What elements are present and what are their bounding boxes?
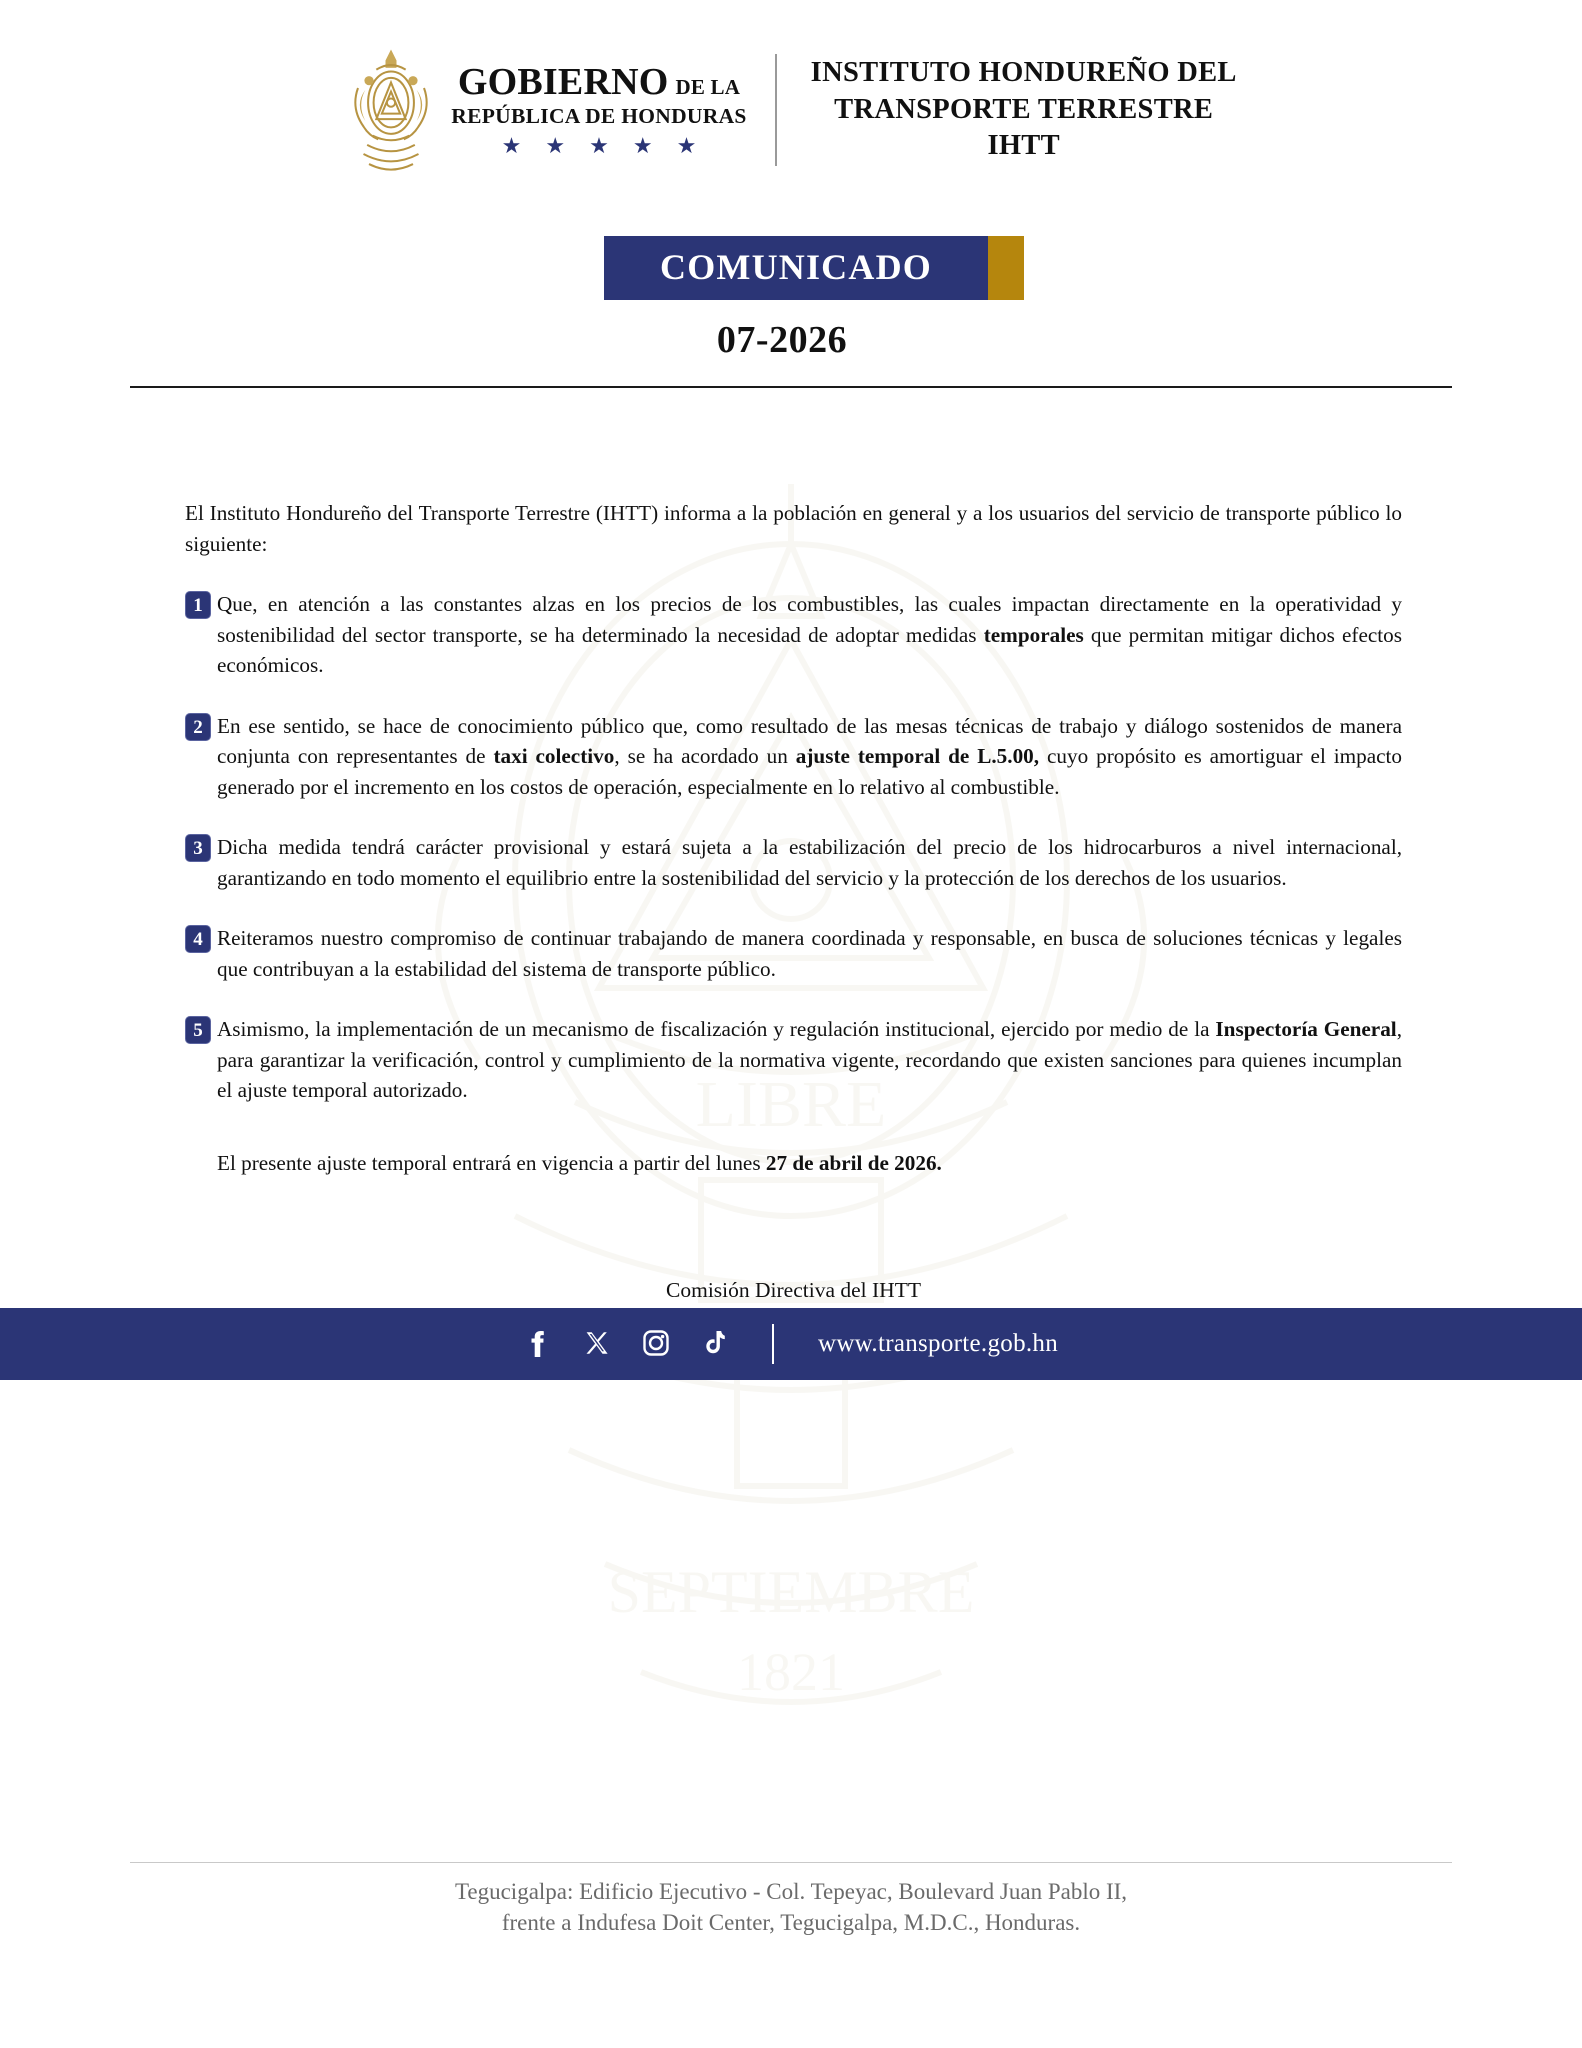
five-stars-icon: ★ ★ ★ ★ ★ bbox=[501, 133, 697, 158]
item-number-badge: 5 bbox=[185, 1016, 211, 1044]
banner-gold-accent bbox=[988, 236, 1024, 300]
item-text: Dicha medida tendrá carácter provisional y estará sujeta a la estabilización del precio de los hidrocarburos a nivel internacional, garantizando en todo momento el equilibrio entre la sostenibilidad del servicio y la protección de los derechos de los usuarios. bbox=[217, 835, 1402, 890]
government-wordmark bbox=[451, 63, 746, 157]
item-number-badge: 1 bbox=[185, 591, 211, 619]
numbered-item bbox=[185, 923, 1402, 984]
website-url: www.transporte.gob.hn bbox=[817, 1330, 1059, 1358]
item-text: En ese sentido, se hace de conocimiento público que, como resultado de las mesas técnicas de trabajo y diálogo sostenidos de manera conjunta con representantes de taxi colectivo, se ha acordado un ajuste temporal de L.5.00, cuyo propósito es amortiguar el impacto generado por el incremento en los costos de operación, especialmente en lo relativo al combustible. bbox=[217, 713, 1403, 799]
item-text: Que, en atención a las constantes alzas en los precios de los combustibles, las cuales impactan directamente en la operatividad y sostenibilidad del sector transporte, se ha determinado la necesidad de adoptar medidas temporales que permitan mitigar dichos efectos económicos. bbox=[217, 592, 1402, 678]
comunicado-number: 07-2026 bbox=[716, 319, 848, 361]
gob-word-gobierno: GOBIERNO bbox=[457, 61, 669, 103]
institute-line-1: INSTITUTO HONDUREÑO DEL bbox=[810, 57, 1237, 89]
institute-line-2: TRANSPORTE TERRESTRE bbox=[834, 93, 1214, 125]
intro-paragraph: El Instituto Hondureño del Transporte Terrestre (IHTT) informa a la población en general y a los usuarios del servicio de transporte público lo siguiente: bbox=[185, 501, 1402, 556]
instagram-link[interactable] bbox=[640, 1327, 672, 1361]
numbered-items-list bbox=[185, 589, 1402, 1106]
svg-text:SEPTIEMBRE: SEPTIEMBRE bbox=[607, 1559, 975, 1625]
svg-text:LIBRE: LIBRE bbox=[695, 1068, 887, 1141]
item-number-badge: 3 bbox=[185, 834, 211, 862]
item-number-badge: 4 bbox=[185, 925, 211, 953]
title-banner-area bbox=[0, 236, 1582, 300]
instagram-icon bbox=[640, 1327, 672, 1361]
footer-divider bbox=[130, 1862, 1452, 1863]
item-text: Reiteramos nuestro compromiso de continuar trabajando de manera coordinada y responsable, en busca de soluciones técnicas y legales que contribuyan a la estabilidad del sistema de transporte público. bbox=[217, 926, 1402, 981]
footer-bar-divider bbox=[772, 1324, 774, 1364]
tiktok-link[interactable] bbox=[700, 1327, 728, 1361]
gob-word-dela: DE LA bbox=[675, 75, 741, 99]
address-line-2: frente a Indufesa Doit Center, Tegucigalpa, M.D.C., Honduras. bbox=[501, 1910, 1081, 1936]
footer-address bbox=[0, 1876, 1582, 1938]
comunicado-banner bbox=[604, 236, 1024, 300]
address-line-1: Tegucigalpa: Edificio Ejecutivo - Col. Tepeyac, Boulevard Juan Pablo II, bbox=[454, 1879, 1128, 1904]
gob-word-republica: REPÚBLICA DE HONDURAS bbox=[451, 104, 747, 128]
numbered-item bbox=[185, 832, 1402, 893]
numbered-item bbox=[185, 711, 1402, 803]
government-logo-lockup bbox=[345, 44, 774, 176]
tiktok-icon bbox=[700, 1327, 728, 1361]
x-twitter-icon bbox=[582, 1327, 612, 1361]
social-links bbox=[524, 1327, 728, 1361]
document-header bbox=[0, 0, 1582, 184]
facebook-link[interactable] bbox=[524, 1327, 554, 1361]
document-body bbox=[185, 388, 1402, 1380]
honduras-coat-of-arms-icon bbox=[345, 44, 437, 176]
svg-text:1821: 1821 bbox=[737, 1642, 845, 1702]
institute-acronym: IHTT bbox=[987, 130, 1060, 162]
x-twitter-link[interactable] bbox=[582, 1327, 612, 1361]
footer-bar bbox=[0, 1308, 1582, 1380]
signing-body: Comisión Directiva del IHTT bbox=[666, 1277, 921, 1302]
comunicado-banner-label: COMUNICADO bbox=[604, 236, 988, 300]
institute-name-block bbox=[777, 55, 1237, 164]
closing-paragraph: El presente ajuste temporal entrará en vigencia a partir del lunes 27 de abril de 2026. bbox=[217, 1150, 942, 1175]
item-number-badge: 2 bbox=[185, 713, 211, 741]
item-text: Asimismo, la implementación de un mecanismo de fiscalización y regulación institucional, ejercido por medio de la Inspectoría General, para garantizar la verificación, control y cumplimiento de la normativa vigente, recordando que existen sanciones para quienes incumplan el ajuste temporal autorizado. bbox=[217, 1017, 1402, 1103]
numbered-item bbox=[185, 589, 1402, 681]
facebook-icon bbox=[524, 1327, 554, 1361]
numbered-item bbox=[185, 1014, 1402, 1106]
